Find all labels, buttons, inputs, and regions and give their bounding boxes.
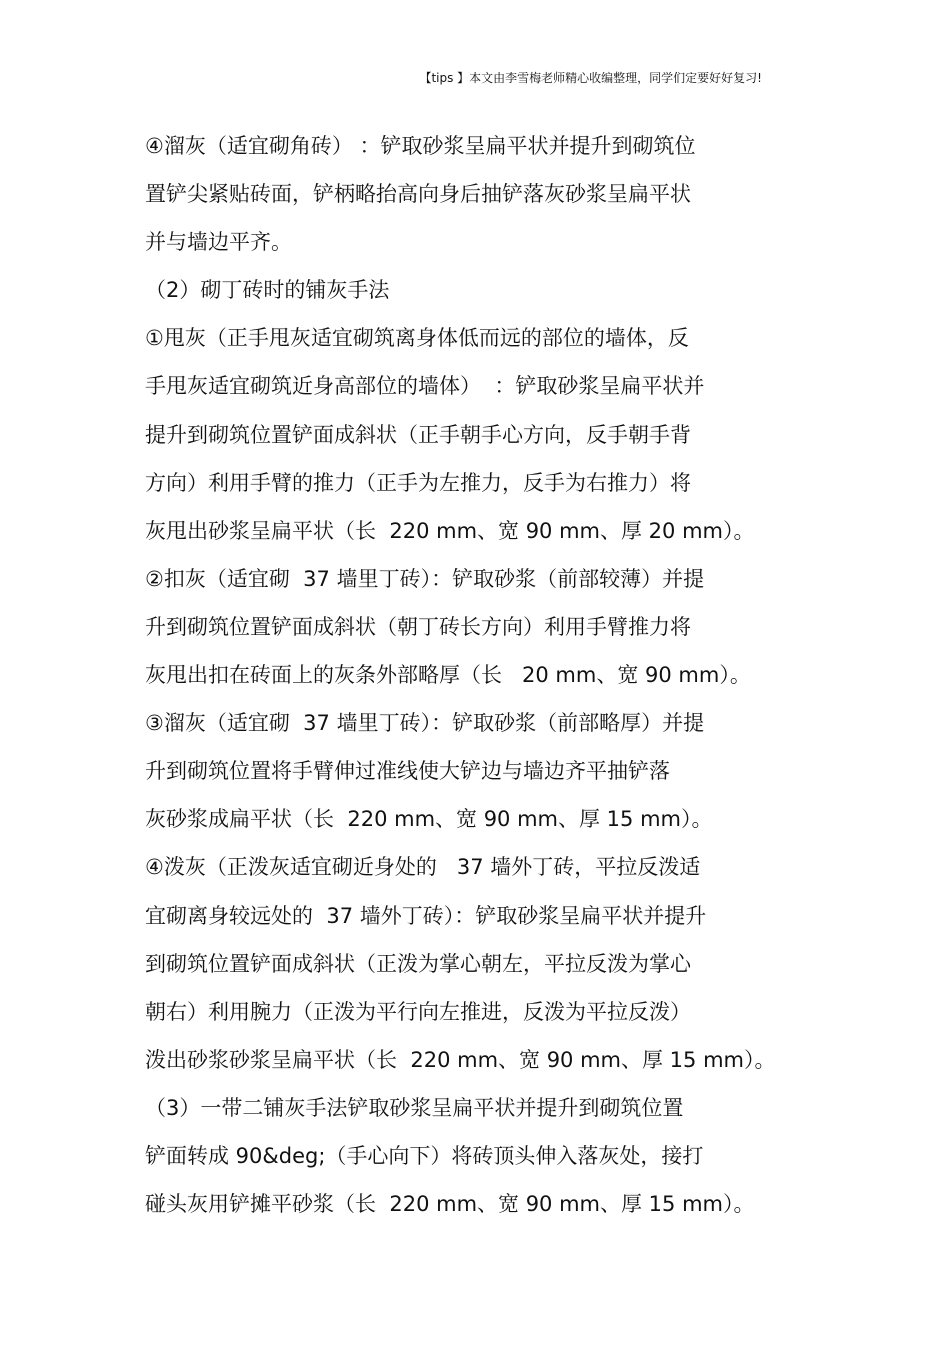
text-line: ④泼灰（正泼灰适宜砌近身处的 37 墙外丁砖，平拉反泼适 <box>145 855 701 880</box>
text-line: 碰头灰用铲摊平砂浆（长 220 mm、宽 90 mm、厚 15 mm）。 <box>145 1192 755 1217</box>
text-line: 手甩灰适宜砌筑近身高部位的墙体） ：铲取砂浆呈扁平状并 <box>145 374 705 399</box>
text-line: 铲面转成 90&deg;（手心向下）将砖顶头伸入落灰处，接打 <box>145 1143 704 1168</box>
text-line: ①甩灰（正手甩灰适宜砌筑离身体低而远的部位的墙体，反 <box>145 326 689 351</box>
text-line: 灰砂浆成扁平状（长 220 mm、宽 90 mm、厚 15 mm）。 <box>145 807 713 832</box>
header-tip: 【tips 】本文由李雪梅老师精心收编整理，同学们定要好好复习! <box>419 71 762 85</box>
section-heading: （3）一带二铺灰手法铲取砂浆呈扁平状并提升到砌筑位置 <box>145 1095 684 1120</box>
text-line: 方向）利用手臂的推力（正手为左推力，反手为右推力）将 <box>145 470 691 495</box>
text-line: 泼出砂浆砂浆呈扁平状（长 220 mm、宽 90 mm、厚 15 mm）。 <box>145 1047 776 1072</box>
text-line: 灰甩出扣在砖面上的灰条外部略厚（长 20 mm、宽 90 mm）。 <box>145 663 751 688</box>
text-line: ③溜灰（适宜砌 37 墙里丁砖）：铲取砂浆（前部略厚）并提 <box>145 711 705 736</box>
text-line: 升到砌筑位置铲面成斜状（朝丁砖长方向）利用手臂推力将 <box>145 614 691 639</box>
text-line: ②扣灰（适宜砌 37 墙里丁砖）：铲取砂浆（前部较薄）并提 <box>145 566 705 591</box>
text-line: ④溜灰（适宜砌角砖） ：铲取砂浆呈扁平状并提升到砌筑位 <box>145 134 696 158</box>
text-line: 宜砌离身较远处的 37 墙外丁砖）：铲取砂浆呈扁平状并提升 <box>145 903 707 928</box>
text-line: 置铲尖紧贴砖面，铲柄略抬高向身后抽铲落灰砂浆呈扁平状 <box>145 182 691 207</box>
text-line: 到砌筑位置铲面成斜状（正泼为掌心朝左，平拉反泼为掌心 <box>145 951 691 976</box>
text-line: 朝右）利用腕力（正泼为平行向左推进，反泼为平拉反泼） <box>145 999 691 1024</box>
document-body <box>145 126 865 1232</box>
text-line: 灰甩出砂浆呈扁平状（长 220 mm、宽 90 mm、厚 20 mm）。 <box>145 518 755 543</box>
section-heading: （2）砌丁砖时的铺灰手法 <box>145 278 390 303</box>
text-line: 升到砌筑位置将手臂伸过准线使大铲边与墙边齐平抽铲落 <box>145 759 670 784</box>
text-line: 提升到砌筑位置铲面成斜状（正手朝手心方向，反手朝手背 <box>145 422 691 447</box>
text-line: 并与墙边平齐。 <box>145 230 292 255</box>
